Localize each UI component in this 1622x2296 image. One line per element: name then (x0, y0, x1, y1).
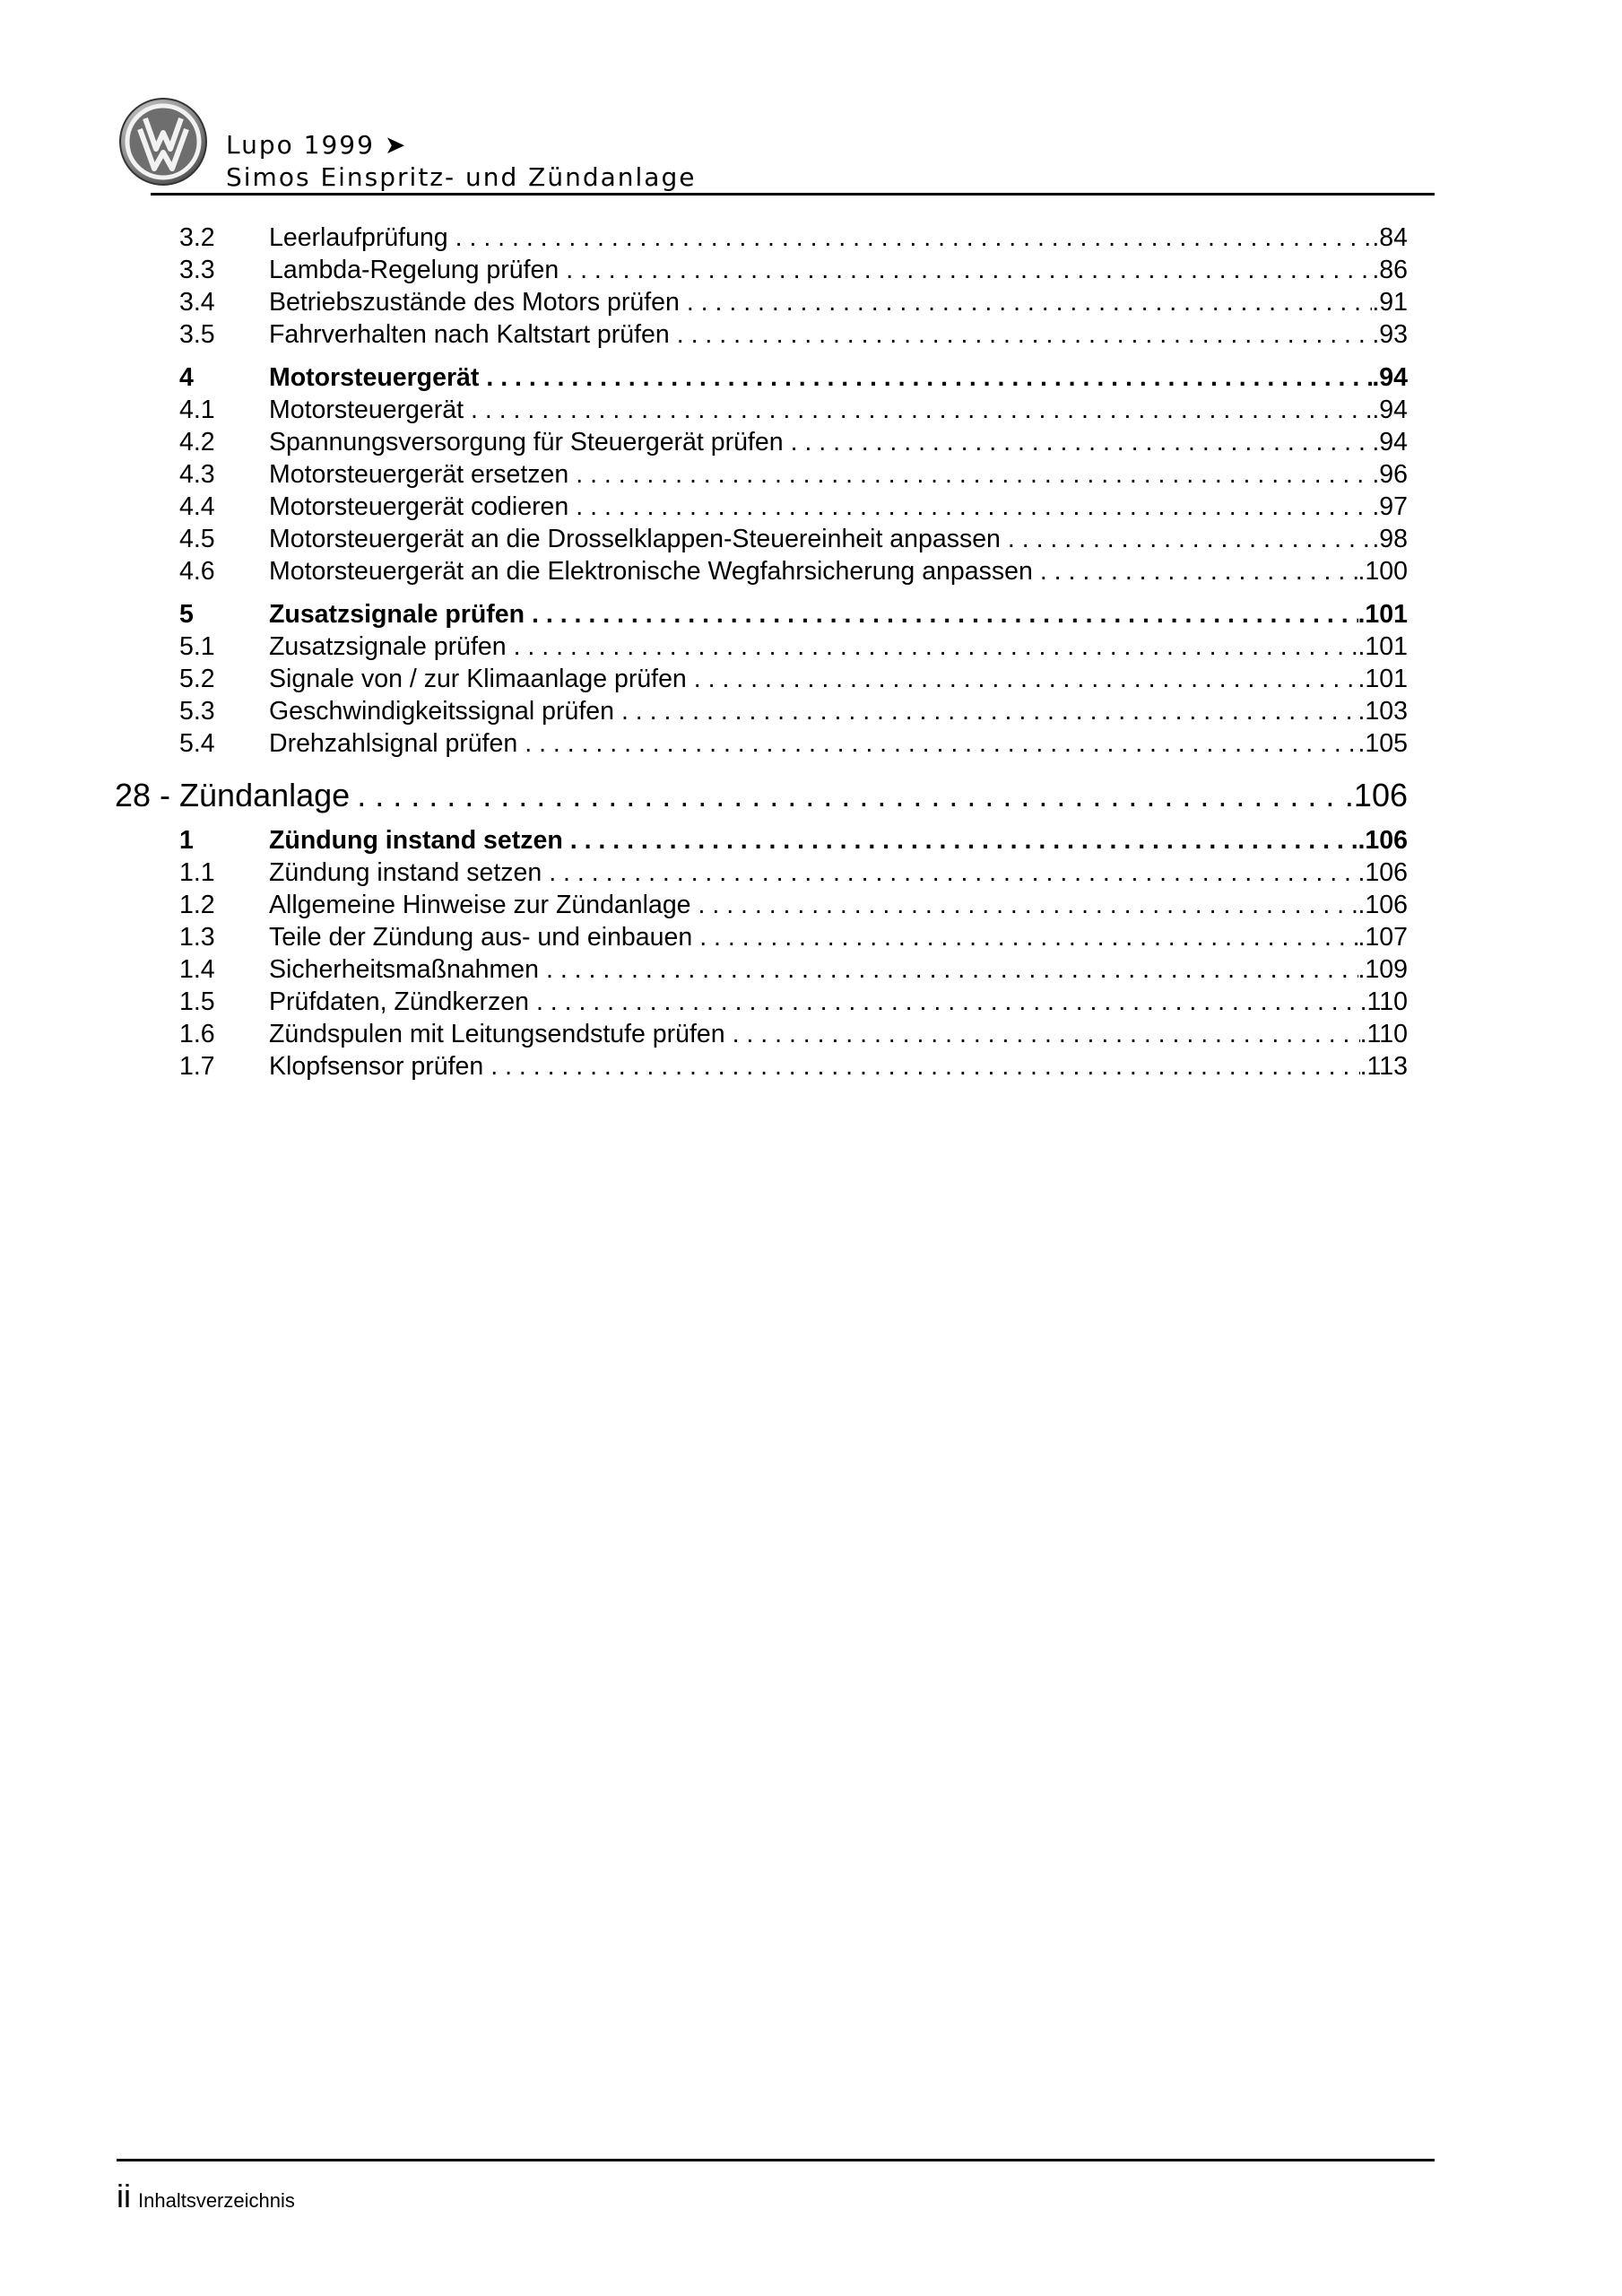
toc-leader-dots (514, 630, 1358, 664)
toc-entry-number: 4.6 (179, 557, 215, 586)
toc-entry-page: .109 (1357, 955, 1408, 984)
toc-entry[interactable] (179, 393, 1408, 427)
toc-entry[interactable] (179, 952, 1408, 987)
page-footer (117, 2178, 295, 2215)
toc-entry-page: .101 (1357, 632, 1408, 661)
toc-entry-page: .84 (1372, 223, 1408, 252)
toc-entry-title: Teile der Zündung aus- und einbauen (269, 923, 693, 952)
toc-entry-page: .94 (1372, 396, 1408, 424)
toc-entry[interactable] (179, 317, 1408, 352)
toc-entry-number: 4.5 (179, 525, 215, 553)
toc-entry[interactable] (179, 522, 1408, 556)
toc-leader-dots (570, 823, 1358, 857)
page-number: ii (117, 2178, 131, 2214)
toc-leader-dots (490, 1049, 1359, 1083)
toc-entry-title: Drehzahlsignal prüfen (269, 729, 518, 758)
toc-entry-page: .110 (1359, 987, 1408, 1016)
toc-entry-title: Motorsteuergerät (269, 363, 480, 392)
toc-entry[interactable] (179, 285, 1408, 319)
toc-entry-page: .106 (1357, 891, 1408, 919)
toc-entry-title: Zündspulen mit Leitungsendstufe prüfen (269, 1020, 725, 1048)
toc-entry-page: .91 (1372, 288, 1408, 317)
header-rule (151, 193, 1435, 196)
toc-leader-dots (536, 985, 1360, 1019)
toc-entry-number: 4.4 (179, 492, 215, 521)
toc-entry-title: 28 - Zündanlage (115, 777, 351, 813)
toc-leader-dots (698, 888, 1358, 922)
toc-leader-dots (1040, 554, 1358, 588)
header-line-2: Simos Einspritz- und Zündanlage (226, 162, 697, 192)
toc-leader-dots (699, 920, 1357, 954)
toc-entry-title: Prüfdaten, Zündkerzen (269, 987, 529, 1016)
toc-entry-page: .103 (1357, 697, 1408, 726)
document-header (226, 129, 696, 194)
toc-entry[interactable] (179, 630, 1408, 664)
toc-entry-number: 1.6 (179, 1020, 215, 1048)
toc-entry-title: Zündung instand setzen (269, 826, 563, 855)
toc-entry-page: .101 (1357, 600, 1408, 629)
toc-entry-page: .94 (1372, 363, 1408, 392)
toc-leader-dots (1008, 522, 1372, 556)
toc-leader-dots (791, 425, 1373, 459)
toc-entry[interactable] (179, 1017, 1408, 1051)
toc-entry-title: Leerlaufprüfung (269, 223, 448, 252)
toc-entry-title: Motorsteuergerät codieren (269, 492, 569, 521)
toc-entry[interactable] (179, 597, 1408, 631)
toc-entry-number: 5.4 (179, 729, 215, 758)
toc-entry-page: .86 (1372, 256, 1408, 284)
toc-entry[interactable] (179, 425, 1408, 459)
toc-entry-title: Motorsteuergerät an die Drosselklappen-Steuereinheit anpassen (269, 525, 1001, 553)
toc-entry-title: Zusatzsignale prüfen (269, 600, 525, 629)
toc-entry-title: Spannungsversorgung für Steuergerät prüfen (269, 428, 784, 457)
toc-entry[interactable] (179, 253, 1408, 287)
toc-entry-number: 4 (179, 363, 194, 392)
toc-entry-title: Betriebszustände des Motors prüfen (269, 288, 680, 317)
toc-entry-page: .101 (1357, 665, 1408, 693)
toc-leader-dots (546, 952, 1358, 987)
toc-entry[interactable] (179, 726, 1408, 761)
toc-entry-title: Motorsteuergerät ersetzen (269, 460, 569, 489)
toc-entry-number: 3.4 (179, 288, 215, 317)
toc-entry-page: .100 (1357, 557, 1408, 586)
toc-entry-title: Sicherheitsmaßnahmen (269, 955, 539, 984)
toc-entry-number: 3.5 (179, 320, 215, 349)
toc-entry-title: Geschwindigkeitssignal prüfen (269, 697, 614, 726)
toc-entry-number: 4.3 (179, 460, 215, 489)
toc-entry-number: 1.3 (179, 923, 215, 952)
toc-leader-dots (566, 253, 1372, 287)
toc-entry-number: 3.3 (179, 256, 215, 284)
header-line-1: Lupo 1999 ➤ (226, 130, 408, 160)
toc-chapter-entry[interactable] (115, 775, 1408, 816)
toc-entry-title: Zusatzsignale prüfen (269, 632, 507, 661)
toc-leader-dots (549, 856, 1357, 890)
toc-entry-page: .94 (1372, 428, 1408, 457)
toc-entry-page: .106 (1357, 858, 1408, 887)
toc-entry-page: .96 (1372, 460, 1408, 489)
toc-entry-number: 5.1 (179, 632, 215, 661)
toc-leader-dots (576, 457, 1372, 491)
toc-entry[interactable] (179, 920, 1408, 954)
toc-entry-title: Fahrverhalten nach Kaltstart prüfen (269, 320, 670, 349)
toc-entry-page: .113 (1359, 1052, 1408, 1081)
toc-leader-dots (471, 393, 1372, 427)
vw-logo-icon (118, 97, 208, 187)
toc-entry-number: 4.1 (179, 396, 215, 424)
toc-entry-title: Zündung instand setzen (269, 858, 542, 887)
toc-entry-number: 1.5 (179, 987, 215, 1016)
toc-entry[interactable] (179, 888, 1408, 922)
toc-entry-title: Lambda-Regelung prüfen (269, 256, 559, 284)
toc-leader-dots (576, 490, 1372, 524)
toc-entry[interactable] (179, 490, 1408, 524)
toc-leader-dots (687, 285, 1373, 319)
toc-entry-page: .97 (1372, 492, 1408, 521)
toc-entry-page: .106 (1357, 826, 1408, 855)
toc-leader-dots (621, 694, 1358, 728)
toc-entry[interactable] (179, 221, 1408, 255)
toc-entry-page: .107 (1357, 923, 1408, 952)
toc-entry-title: Motorsteuergerät an die Elektronische Wegfahrsicherung anpassen (269, 557, 1033, 586)
toc-entry[interactable] (179, 662, 1408, 696)
toc-entry-number: 1.7 (179, 1052, 215, 1081)
toc-leader-dots (733, 1017, 1360, 1051)
toc-entry[interactable] (179, 1049, 1408, 1083)
toc-leader-dots (486, 361, 1372, 395)
toc-entry[interactable] (179, 694, 1408, 728)
toc-leader-dots (525, 726, 1357, 761)
toc-entry-page: .106 (1344, 777, 1408, 813)
toc-entry-number: 3.2 (179, 223, 215, 252)
toc-entry[interactable] (179, 823, 1408, 857)
toc-entry-number: 4.2 (179, 428, 215, 457)
toc-entry-number: 1.4 (179, 955, 215, 984)
toc-entry-number: 5.3 (179, 697, 215, 726)
toc-leader-dots (694, 662, 1358, 696)
toc-leader-dots (357, 775, 1345, 816)
toc-leader-dots (677, 317, 1373, 352)
toc-entry[interactable] (179, 856, 1408, 890)
toc-entry[interactable] (179, 361, 1408, 395)
toc-leader-dots (455, 221, 1373, 255)
toc-entry[interactable] (179, 457, 1408, 491)
footer-rule (117, 2159, 1435, 2161)
toc-entry-number: 1.1 (179, 858, 215, 887)
footer-label: Inhaltsverzeichnis (138, 2189, 295, 2212)
toc-leader-dots (532, 597, 1357, 631)
toc-entry[interactable] (179, 554, 1408, 588)
toc-entry-title: Klopfsensor prüfen (269, 1052, 484, 1081)
toc-entry-number: 5 (179, 600, 194, 629)
toc-entry-number: 1 (179, 826, 194, 855)
toc-entry-number: 1.2 (179, 891, 215, 919)
toc-entry-page: .110 (1359, 1020, 1408, 1048)
toc-entry-title: Allgemeine Hinweise zur Zündanlage (269, 891, 691, 919)
toc-entry-page: .98 (1372, 525, 1408, 553)
toc-entry-title: Signale von / zur Klimaanlage prüfen (269, 665, 687, 693)
toc-entry-title: Motorsteuergerät (269, 396, 464, 424)
toc-entry-page: .105 (1357, 729, 1408, 758)
toc-entry-page: .93 (1372, 320, 1408, 349)
toc-entry[interactable] (179, 985, 1408, 1019)
toc-entry-number: 5.2 (179, 665, 215, 693)
